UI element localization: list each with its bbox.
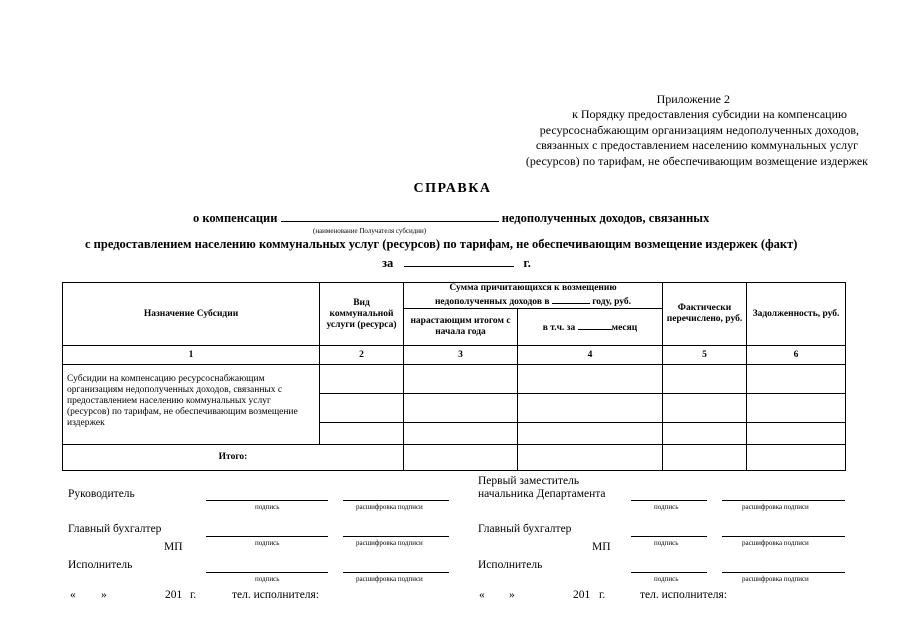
date-year: 201	[165, 589, 183, 601]
subsidy-row-label: Субсидии на компенсацию ресурсоснабжающим организациям недополученных доходов, связанных с предоставлением населению коммунальных услуг (ресурсов) по тарифам, не обеспечивающим возмещение издержек	[63, 365, 320, 445]
header-sum	[404, 283, 663, 309]
signature-caption: подпись	[255, 503, 280, 511]
director-label: Руководитель	[68, 488, 135, 500]
deputy-label-line-1: Первый заместитель	[478, 475, 580, 487]
column-number: 4	[518, 346, 663, 365]
date-g: г.	[190, 589, 197, 601]
header-sum-line-b1: недополученных доходов в	[434, 297, 550, 307]
right-executor-signature-line[interactable]	[631, 572, 707, 573]
right-executor-decoding-line[interactable]	[722, 572, 845, 573]
executor-signature-line[interactable]	[206, 572, 328, 573]
header-service-type: Вид коммунальной услуги (ресурса)	[320, 283, 404, 346]
accountant-decoding-line[interactable]	[343, 536, 449, 537]
subtitle-line-1	[193, 210, 709, 226]
right-accountant-decoding-line[interactable]	[722, 536, 845, 537]
column-number: 5	[663, 346, 747, 365]
decoding-caption: расшифровка подписи	[742, 539, 809, 547]
right-date-quote-close: »	[509, 589, 515, 601]
director-decoding-line[interactable]	[343, 500, 449, 501]
month-field[interactable]	[578, 320, 612, 330]
header-including-a: в т.ч. за	[542, 323, 576, 333]
column-number: 1	[63, 346, 320, 365]
header-actual: Фактически перечислено, руб.	[663, 283, 747, 346]
table-cell[interactable]	[747, 445, 846, 471]
appendix-line-4: связанных с предоставлением населению коммунальных услуг	[535, 138, 858, 153]
table-cell[interactable]	[518, 394, 663, 423]
header-including-month	[518, 309, 663, 346]
column-number: 2	[320, 346, 404, 365]
decoding-caption: расшифровка подписи	[356, 539, 423, 547]
header-purpose: Назначение Субсидии	[63, 283, 320, 346]
subtitle-part-2: недополученных доходов, связанных	[501, 211, 710, 225]
table-cell[interactable]	[747, 423, 846, 445]
signature-caption: подпись	[255, 539, 280, 547]
decoding-caption: расшифровка подписи	[742, 503, 809, 511]
right-date-year: 201	[573, 589, 591, 601]
table-row	[63, 365, 846, 394]
total-label: Итого:	[63, 445, 404, 471]
table-cell[interactable]	[320, 423, 404, 445]
column-numbers-row	[63, 346, 846, 365]
deputy-label-line-2: начальника Департамента	[478, 488, 606, 500]
table-cell[interactable]	[404, 365, 518, 394]
executor-phone-label: тел. исполнителя:	[232, 589, 320, 601]
deputy-decoding-line[interactable]	[722, 500, 845, 501]
table-cell[interactable]	[663, 394, 747, 423]
signature-caption: подпись	[654, 539, 679, 547]
appendix-header	[526, 92, 868, 169]
accountant-signature-line[interactable]	[206, 536, 328, 537]
period-za: за	[382, 256, 394, 270]
subtitle-line-2: с предоставлением населению коммунальных услуг (ресурсов) по тарифам, не обеспечивающим возмещение издержек (факт)	[85, 237, 798, 251]
column-number: 3	[404, 346, 518, 365]
table-cell[interactable]	[404, 394, 518, 423]
decoding-caption: расшифровка подписи	[356, 575, 423, 583]
signature-caption: подпись	[255, 575, 280, 583]
right-stamp-mp: МП	[592, 541, 611, 553]
decoding-caption: расшифровка подписи	[356, 503, 423, 511]
appendix-line-2: к Порядку предоставления субсидии на компенсацию	[572, 107, 847, 122]
right-executor-label: Исполнитель	[478, 559, 543, 571]
header-cumulative: нарастающим итогом с начала года	[404, 309, 518, 346]
table-cell[interactable]	[404, 423, 518, 445]
header-sum-line-b2: году, руб.	[592, 297, 632, 307]
decoding-caption: расшифровка подписи	[742, 575, 809, 583]
subsidy-table	[62, 282, 846, 471]
subtitle-part-1: о компенсации	[193, 211, 278, 225]
table-cell[interactable]	[518, 445, 663, 471]
table-cell[interactable]	[320, 365, 404, 394]
director-signature-line[interactable]	[206, 500, 328, 501]
table-cell[interactable]	[747, 365, 846, 394]
table-cell[interactable]	[663, 445, 747, 471]
total-row	[63, 445, 846, 471]
header-sum-line-a: Сумма причитающихся к возмещению	[449, 283, 617, 293]
period-field[interactable]	[404, 255, 514, 267]
signature-caption: подпись	[654, 503, 679, 511]
deputy-signature-line[interactable]	[631, 500, 707, 501]
right-chief-accountant-label: Главный бухгалтер	[478, 523, 572, 535]
right-date-quote-open: «	[479, 589, 485, 601]
year-field[interactable]	[552, 294, 590, 304]
header-debt: Задолженность, руб.	[747, 283, 846, 346]
right-date-g: г.	[599, 589, 606, 601]
stamp-mp: МП	[164, 541, 183, 553]
period-g: г.	[523, 256, 531, 270]
signature-caption: подпись	[654, 575, 679, 583]
table-cell[interactable]	[663, 423, 747, 445]
table-cell[interactable]	[663, 365, 747, 394]
table-cell[interactable]	[747, 394, 846, 423]
executor-decoding-line[interactable]	[343, 572, 449, 573]
right-accountant-signature-line[interactable]	[631, 536, 707, 537]
chief-accountant-label: Главный бухгалтер	[68, 523, 162, 535]
table-cell[interactable]	[320, 394, 404, 423]
date-quote-open: «	[70, 589, 76, 601]
appendix-line-1: Приложение 2	[656, 92, 730, 106]
table-cell[interactable]	[518, 365, 663, 394]
executor-label: Исполнитель	[68, 559, 133, 571]
appendix-line-3: ресурсоснабжающим организациям недополученных доходов,	[539, 122, 859, 137]
document-title: СПРАВКА	[413, 181, 492, 196]
appendix-line-5: (ресурсов) по тарифам, не обеспечивающим возмещение издержек	[525, 153, 868, 168]
table-cell[interactable]	[404, 445, 518, 471]
date-quote-close: »	[101, 589, 107, 601]
table-cell[interactable]	[518, 423, 663, 445]
subtitle-period	[382, 255, 531, 271]
header-including-b: месяц	[611, 323, 638, 333]
column-number: 6	[747, 346, 846, 365]
right-executor-phone-label: тел. исполнителя:	[640, 589, 728, 601]
recipient-name-field[interactable]	[281, 210, 499, 222]
recipient-name-hint: (наименование Получателя субсидии)	[313, 227, 427, 235]
